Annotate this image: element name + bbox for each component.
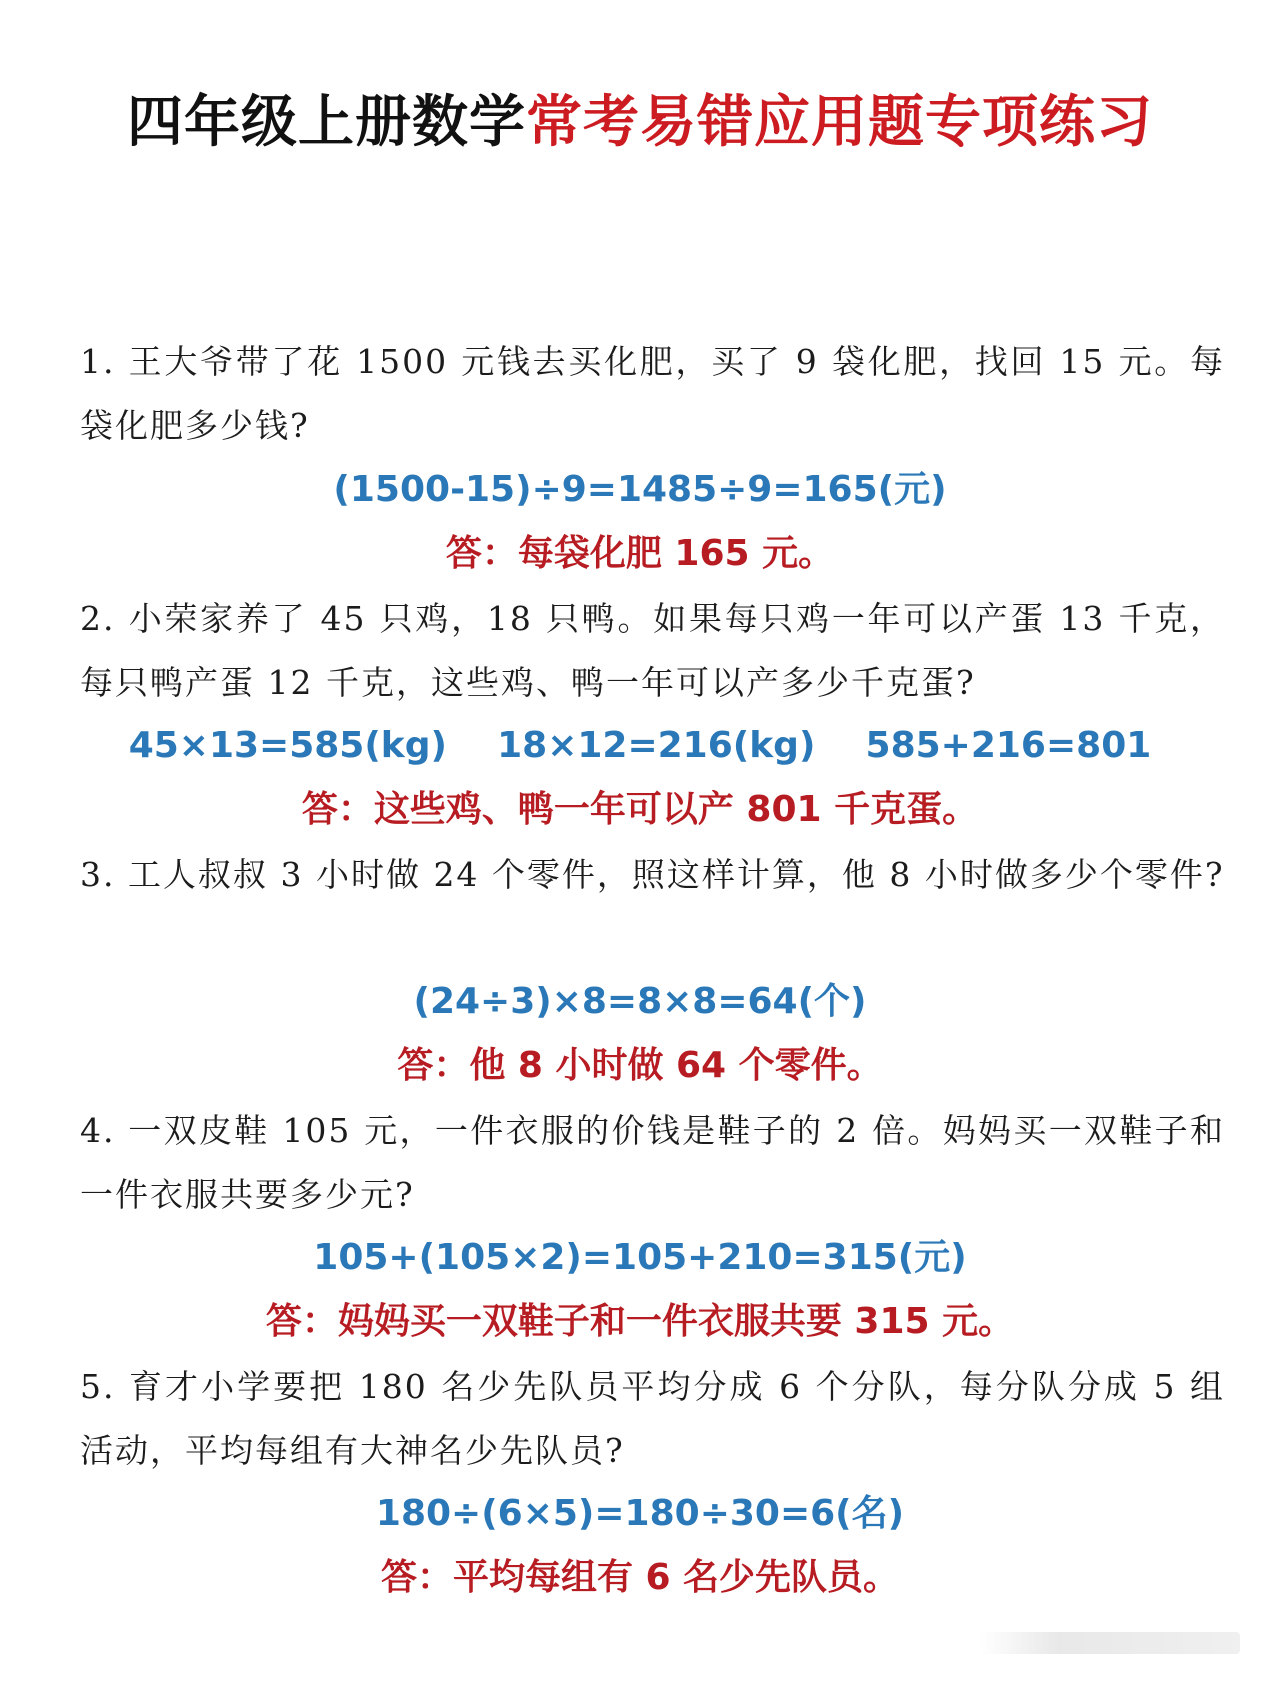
problem-5-question: 5. 育才小学要把 180 名少先队员平均分成 6 个分队，每分队分成 5 组活动，平均每组有大神名少先队员? xyxy=(80,1367,1225,1470)
problem-4-question: 4. 一双皮鞋 105 元，一件衣服的价钱是鞋子的 2 倍。妈妈买一双鞋子和一件衣服共要多少元? xyxy=(80,1111,1225,1214)
title-black-part: 四年级上册数学 xyxy=(127,90,526,155)
problem-1-answer: 答：每袋化肥 165 元。 xyxy=(445,533,835,574)
problem-3-answer: 答：他 8 小时做 64 个零件。 xyxy=(397,1045,883,1086)
problem-3-formula: (24÷3)×8=8×8=64(个) xyxy=(413,981,867,1022)
problem-1-formula: (1500-15)÷9=1485÷9=165(元) xyxy=(333,469,947,510)
problem-5-formula: 180÷(6×5)=180÷30=6(名) xyxy=(375,1493,905,1534)
problem-1-question: 1. 王大爷带了花 1500 元钱去买化肥，买了 9 袋化肥，找回 15 元。每袋化肥多少钱? xyxy=(80,342,1225,445)
problem-4-answer: 答：妈妈买一双鞋子和一件衣服共要 315 元。 xyxy=(265,1301,1015,1342)
title-red-part: 常考易错应用题专项练习 xyxy=(526,90,1153,155)
problem-3-question: 3. 工人叔叔 3 小时做 24 个零件，照这样计算，他 8 小时做多少个零件? xyxy=(80,855,1225,894)
problem-5-answer: 答：平均每组有 6 名少先队员。 xyxy=(380,1557,900,1598)
problem-2-answer: 答：这些鸡、鸭一年可以产 801 千克蛋。 xyxy=(301,789,979,830)
problem-4-formula: 105+(105×2)=105+210=315(元) xyxy=(313,1237,967,1278)
watermark-band xyxy=(980,1632,1240,1654)
problem-2-formula: 45×13=585(kg) 18×12=216(kg) 585+216=801 xyxy=(128,725,1152,766)
page-title xyxy=(0,88,1280,158)
problem-2-question: 2. 小荣家养了 45 只鸡，18 只鸭。如果每只鸡一年可以产蛋 13 千克，每只鸭产蛋 12 千克，这些鸡、鸭一年可以产多少千克蛋? xyxy=(80,599,1225,702)
